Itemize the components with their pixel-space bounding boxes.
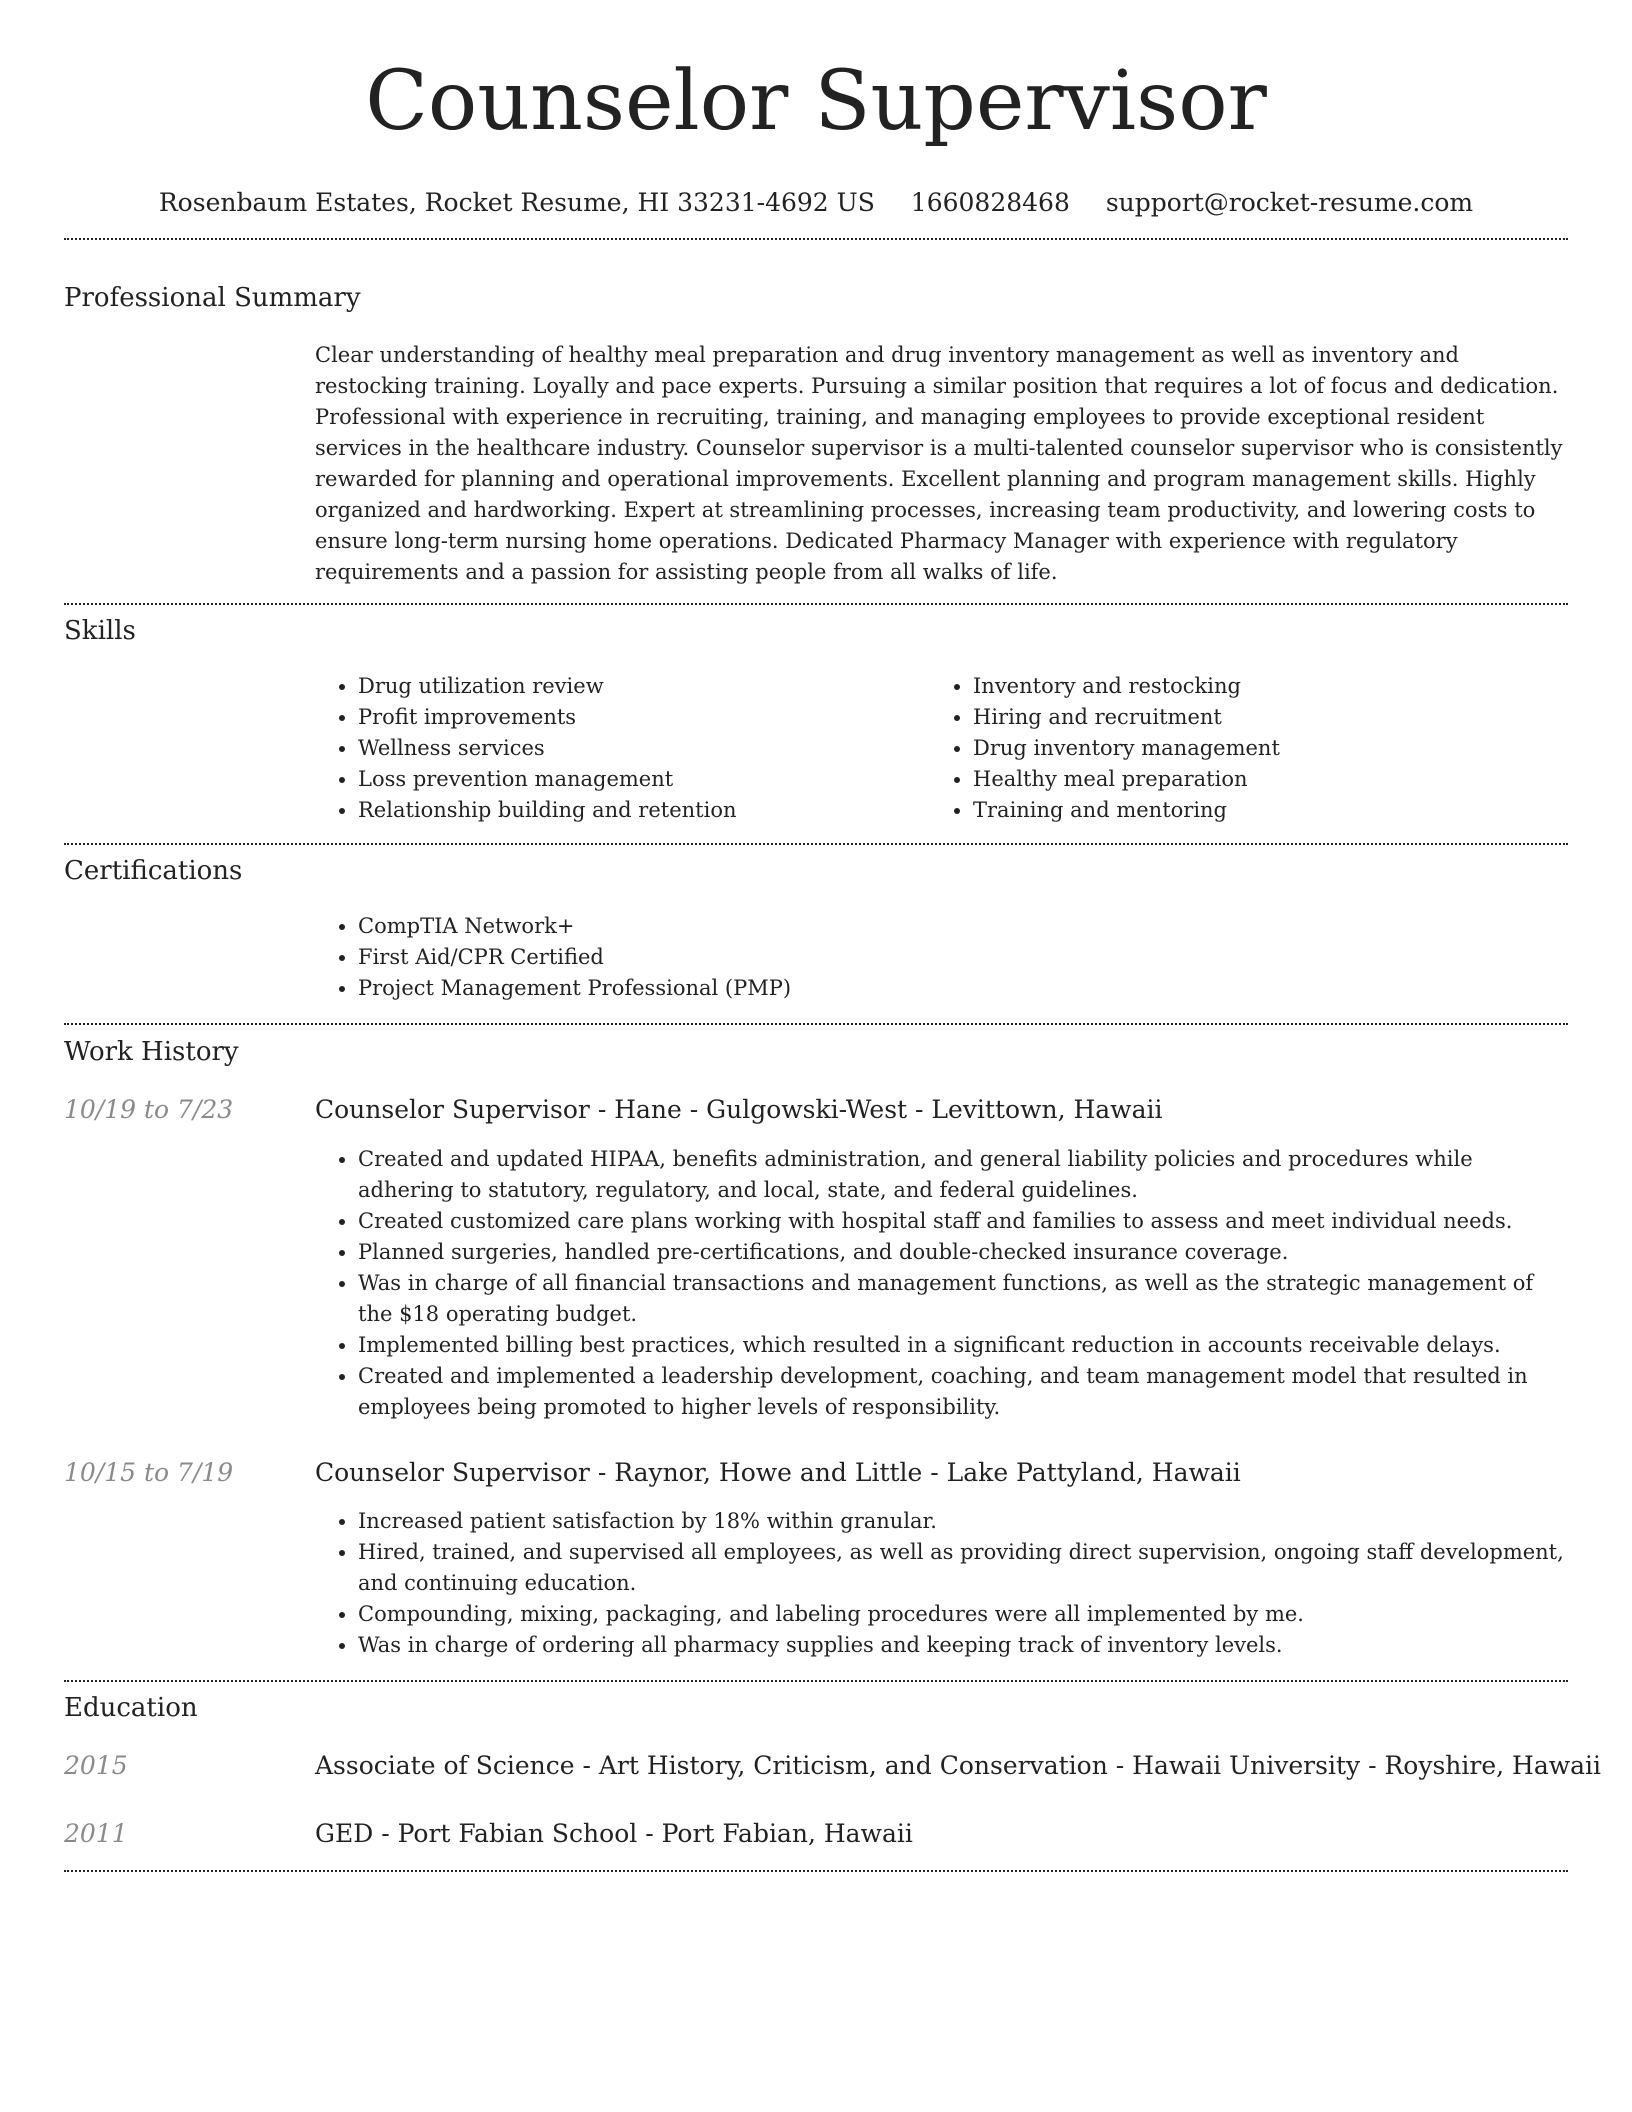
summary-text: Clear understanding of healthy meal preparation and drug inventory management as well as inventory and restocking training. Loyally and pace experts. Pursuing a similar position that requires a lot of focus and dedication. Professional with experience in recruiting, training, and managing employees to provide exceptional resident services in the healthcare industry. Counselor supervisor is a multi-talented counselor supervisor who is consistently rewarded for planning and operational improvements. Excellent planning and program management skills. Highly organized and hardworking. Expert at streamlining processes, increasing team productivity, and lowering costs to ensure long-term nursing home operations. Dedicated Pharmacy Manager with experience with regulatory requirements and a passion for assisting people from all walks of life.	[315, 343, 1563, 584]
education-heading: GED - Port Fabian School - Port Fabian, Hawaii	[315, 1819, 913, 1848]
divider	[64, 603, 1568, 605]
job-dates: 10/19 to 7/23	[64, 1095, 234, 1124]
contact-line	[0, 186, 1632, 220]
duty-item: • Implemented billing best practices, which resulted in a significant reduction in accounts receivable delays.	[358, 1330, 1570, 1361]
email: support@rocket-resume.com	[1105, 188, 1474, 217]
divider	[64, 843, 1568, 845]
phone: 1660828468	[910, 188, 1070, 217]
duty-item: • Was in charge of all financial transactions and management functions, as well as the strategic management of the $18 operating budget.	[358, 1268, 1570, 1330]
duty-item: • Hired, trained, and supervised all employees, as well as providing direct supervision, ongoing staff development, and continuing education.	[358, 1537, 1570, 1599]
duty-item: • Created and implemented a leadership development, coaching, and team management model that resulted in employees being promoted to higher levels of responsibility.	[358, 1361, 1570, 1423]
certification-item: • First Aid/CPR Certified	[358, 942, 1570, 973]
work-history-title: Work History	[64, 1037, 239, 1067]
skill-item: • Inventory and restocking	[973, 671, 1550, 702]
certifications-title: Certifications	[64, 856, 243, 886]
divider	[64, 238, 1568, 240]
education-title: Education	[64, 1693, 198, 1723]
address: Rosenbaum Estates, Rocket Resume, HI 33231-4692 US	[158, 188, 875, 217]
skill-item: • Wellness services	[358, 733, 925, 764]
divider	[64, 1023, 1568, 1025]
education-heading: Associate of Science - Art History, Criticism, and Conservation - Hawaii University - Royshire, Hawaii	[315, 1751, 1602, 1780]
certification-item: • CompTIA Network+	[358, 911, 1570, 942]
skill-item: • Relationship building and retention	[358, 795, 925, 826]
job-heading: Counselor Supervisor - Raynor, Howe and Little - Lake Pattyland, Hawaii	[315, 1458, 1241, 1487]
duty-item: • Created and updated HIPAA, benefits administration, and general liability policies and procedures while adhering to statutory, regulatory, and local, state, and federal guidelines.	[358, 1144, 1570, 1206]
education-year: 2011	[64, 1819, 128, 1848]
skill-item: • Loss prevention management	[358, 764, 925, 795]
duty-item: • Compounding, mixing, packaging, and labeling procedures were all implemented by me.	[358, 1599, 1570, 1630]
education-year: 2015	[64, 1751, 128, 1780]
divider	[64, 1870, 1568, 1872]
duty-item: • Created customized care plans working with hospital staff and families to assess and meet individual needs.	[358, 1206, 1570, 1237]
duty-item: • Was in charge of ordering all pharmacy supplies and keeping track of inventory levels.	[358, 1630, 1570, 1661]
certifications-list	[315, 911, 1570, 1004]
duty-item: • Increased patient satisfaction by 18% within granular.	[358, 1506, 1570, 1537]
resume-header	[0, 48, 1632, 220]
skill-item: • Healthy meal preparation	[973, 764, 1550, 795]
duty-item: • Planned surgeries, handled pre-certifications, and double-checked insurance coverage.	[358, 1237, 1570, 1268]
skills-left-column	[315, 671, 925, 826]
summary-title: Professional Summary	[64, 283, 361, 313]
certification-item: • Project Management Professional (PMP)	[358, 973, 1570, 1004]
skill-item: • Drug utilization review	[358, 671, 925, 702]
job-dates: 10/15 to 7/19	[64, 1458, 234, 1487]
skills-title: Skills	[64, 616, 136, 646]
skill-item: • Hiring and recruitment	[973, 702, 1550, 733]
skill-item: • Training and mentoring	[973, 795, 1550, 826]
skill-item: • Profit improvements	[358, 702, 925, 733]
skill-item: • Drug inventory management	[973, 733, 1550, 764]
candidate-name: Counselor Supervisor	[365, 54, 1267, 149]
skills-right-column	[930, 671, 1550, 826]
job-heading: Counselor Supervisor - Hane - Gulgowski-West - Levittown, Hawaii	[315, 1095, 1163, 1124]
divider	[64, 1680, 1568, 1682]
job-duties	[315, 1144, 1570, 1423]
job-duties	[315, 1506, 1570, 1661]
